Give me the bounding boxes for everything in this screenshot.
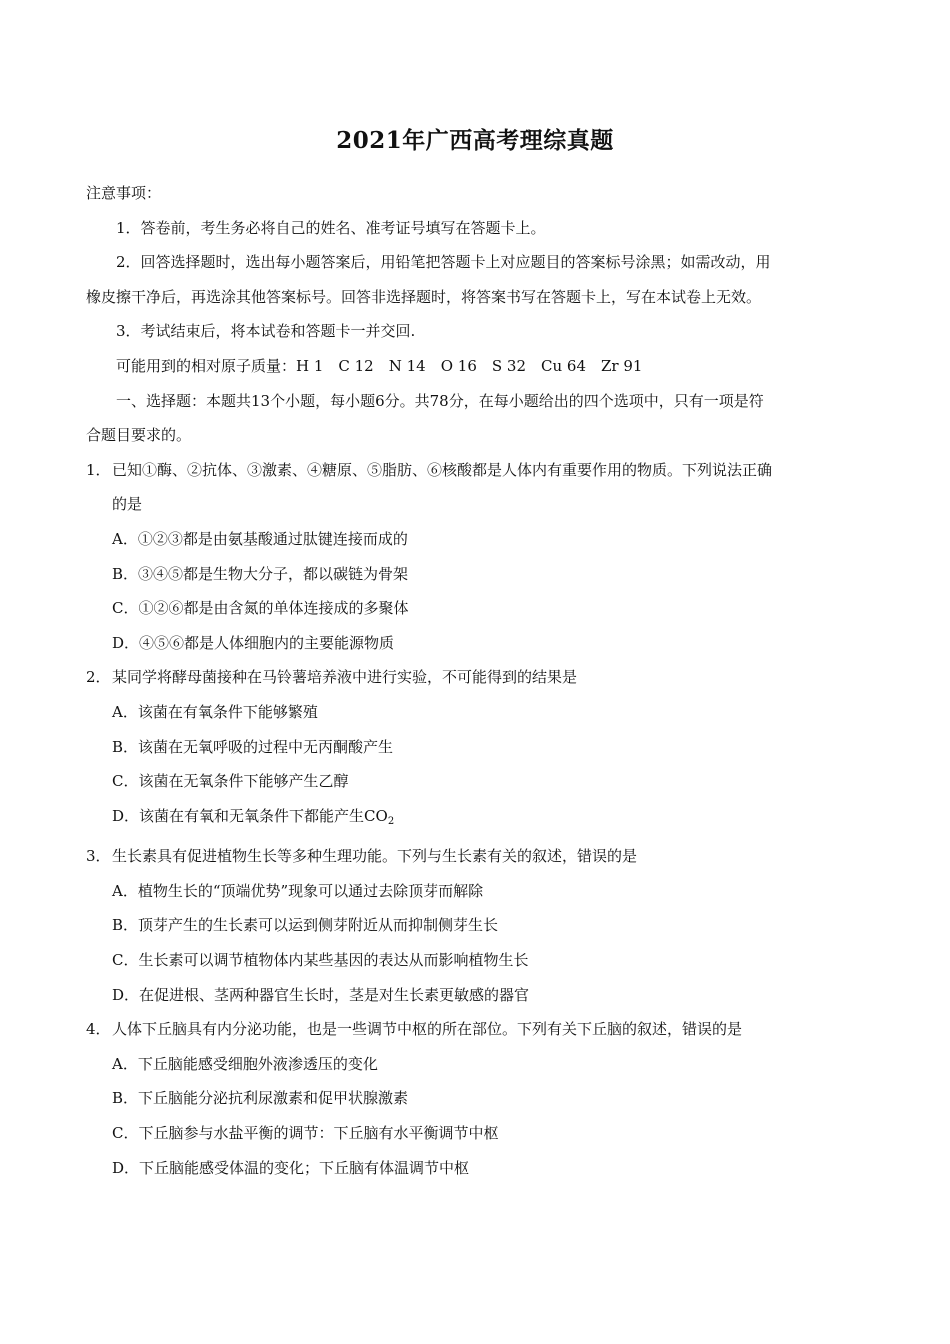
section-heading-line-1: 一、选择题：本题共13个小题，每小题6分。共78分，在每小题给出的四个选项中，只有一项是符 xyxy=(116,391,764,410)
option-a: A．①②③都是由氨基酸通过肽键连接而成的 xyxy=(112,529,408,548)
option-a: A．该菌在有氧条件下能够繁殖 xyxy=(112,702,318,721)
question-1 xyxy=(86,453,864,661)
option-d xyxy=(86,799,864,840)
option-a: A．植物生长的“顶端优势”现象可以通过去除顶芽而解除 xyxy=(112,881,484,900)
option-b: B．下丘脑能分泌抗利尿激素和促甲状腺激素 xyxy=(112,1089,409,1108)
notice-item-3: 3．考试结束后，将本试卷和答题卡一并交回. xyxy=(116,322,416,341)
question-stem-line-1: 人体下丘脑具有内分泌功能，也是一些调节中枢的所在部位。下列有关下丘脑的叙述，错误的是 xyxy=(112,1020,743,1039)
section-heading-line-2: 合题目要求的。 xyxy=(86,426,192,445)
option-c: C．①②⑥都是由含氮的单体连接成的多聚体 xyxy=(112,599,409,618)
notice-item-2-line-1: 2．回答选择题时，选出每小题答案后，用铅笔把答题卡上对应题目的答案标号涂黑；如需改动，用 xyxy=(116,253,771,272)
option-a: A．下丘脑能感受细胞外液渗透压的变化 xyxy=(112,1054,378,1073)
subscript-2: 2 xyxy=(387,815,395,827)
question-2 xyxy=(86,660,864,839)
question-stem-line-2: 的是 xyxy=(112,495,143,514)
question-number: 4． xyxy=(86,1020,111,1039)
question-number: 2． xyxy=(86,668,111,687)
option-c: C．下丘脑参与水盐平衡的调节：下丘脑有水平衡调节中枢 xyxy=(112,1124,499,1143)
option-b: B．③④⑤都是生物大分子，都以碳链为骨架 xyxy=(112,564,409,583)
page-title: 2021年广西高考理综真题 xyxy=(336,127,614,154)
atomic-mass-note: 可能用到的相对原子质量：H 1 C 12 N 14 O 16 S 32 Cu 64 Zr 91 xyxy=(116,356,643,375)
question-number: 3． xyxy=(86,847,111,866)
question-4 xyxy=(86,1012,864,1185)
option-d-text: D．该菌在有氧和无氧条件下都能产生CO xyxy=(112,806,388,825)
notice-item-2-line-2: 橡皮擦干净后，再选涂其他答案标号。回答非选择题时，将答案书写在答题卡上，写在本试卷上无效。 xyxy=(86,287,762,306)
notice-item-1: 1．答卷前，考生务必将自己的姓名、准考证号填写在答题卡上。 xyxy=(116,218,546,237)
option-d: D．在促进根、茎两种器官生长时，茎是对生长素更敏感的器官 xyxy=(112,985,530,1004)
question-stem-line-1: 生长素具有促进植物生长等多种生理功能。下列与生长素有关的叙述，错误的是 xyxy=(112,847,638,866)
notice-heading: 注意事项： xyxy=(86,184,162,202)
option-c: C．该菌在无氧条件下能够产生乙醇 xyxy=(112,772,349,791)
question-number: 1． xyxy=(86,460,111,479)
question-stem-line-1: 已知①酶、②抗体、③激素、④糖原、⑤脂肪、⑥核酸都是人体内有重要作用的物质。下列说法正确 xyxy=(112,460,773,479)
option-b: B．该菌在无氧呼吸的过程中无丙酮酸产生 xyxy=(112,737,394,756)
question-3 xyxy=(86,839,864,1012)
option-c: C．生长素可以调节植物体内某些基因的表达从而影响植物生长 xyxy=(112,951,529,970)
option-b: B．顶芽产生的生长素可以运到侧芽附近从而抑制侧芽生长 xyxy=(112,916,499,935)
option-d: D．下丘脑能感受体温的变化；下丘脑有体温调节中枢 xyxy=(112,1158,470,1177)
option-d: D．④⑤⑥都是人体细胞内的主要能源物质 xyxy=(112,633,395,652)
question-stem-line-1: 某同学将酵母菌接种在马铃薯培养液中进行实验，不可能得到的结果是 xyxy=(112,668,578,687)
